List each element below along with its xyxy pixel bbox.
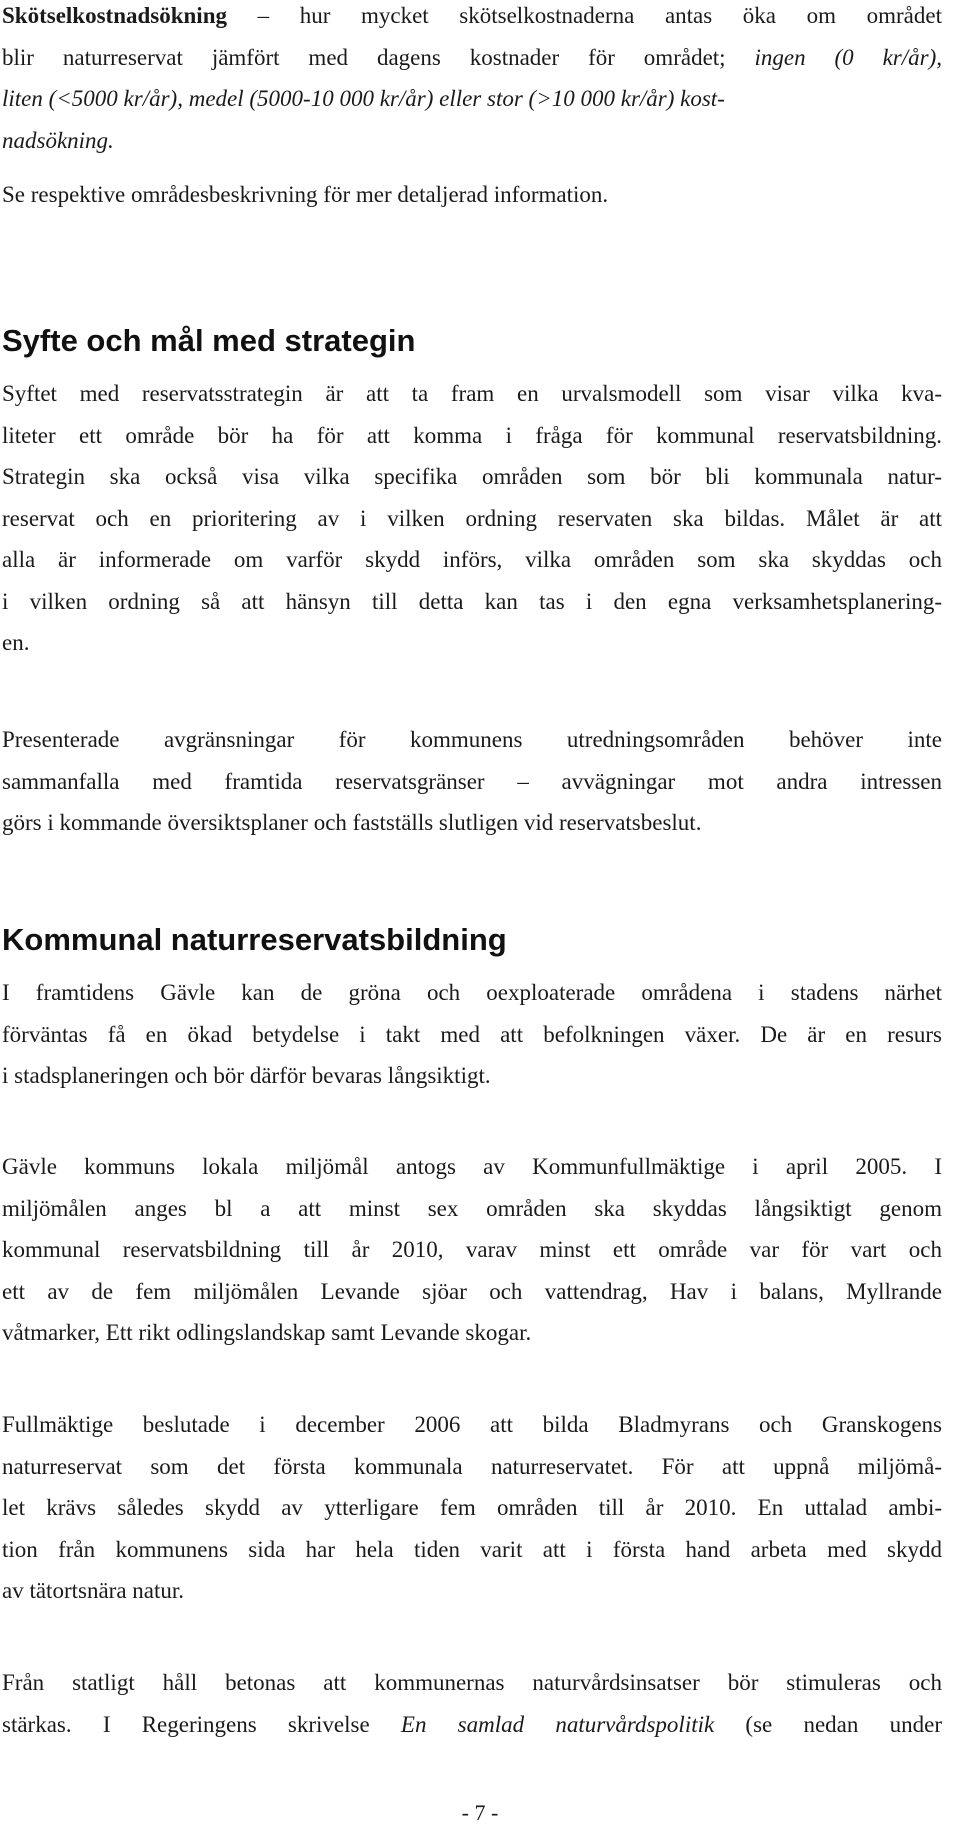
intro-paragraph <box>2 0 942 161</box>
text-line: liteter ett område bör ha för att komma i fråga för kommunal reservatsbildning. <box>2 422 942 448</box>
section2-paragraph-1 <box>2 972 942 1097</box>
text-line: i vilken ordning så att hänsyn till detta kan tas i den egna verksamhetsplanering- <box>2 588 942 614</box>
intro-line-2-text: blir naturreservat jämfört med dagens kostnader för området; <box>2 44 755 70</box>
text-line: förväntas få en ökad betydelse i takt med att befolkningen växer. De är en resurs <box>2 1021 942 1047</box>
text-line: av tätortsnära natur. <box>2 1578 185 1603</box>
section2-paragraph-2 <box>2 1146 942 1354</box>
section2-paragraph-3 <box>2 1404 942 1612</box>
section-heading-syfte: Syfte och mål med strategin <box>2 323 416 358</box>
text-line: Syftet med reservatsstrategin är att ta fram en urvalsmodell som visar vilka kva- <box>2 381 942 406</box>
intro-line-1-text: – hur mycket skötselkostnaderna antas öka om området <box>227 3 942 28</box>
text-line: en. <box>2 630 30 655</box>
intro-line-4: nadsökning. <box>2 127 114 153</box>
text-line: alla är informerade om varför skydd införs, vilka områden som ska skyddas och <box>2 547 942 572</box>
text-line: reservat och en prioritering av i vilken ordning reservaten ska bildas. Målet är att <box>2 505 942 531</box>
see-more-text: Se respektive områdesbeskrivning för mer detaljerad information. <box>2 182 609 207</box>
text-line <box>2 1704 942 1746</box>
text-line: tion från kommunens sida har hela tiden varit att i första hand arbeta med skydd <box>2 1536 942 1562</box>
see-more-paragraph <box>2 174 942 216</box>
text-line: Från statligt håll betonas att kommunernas naturvårdsinsatser bör stimuleras och <box>2 1670 942 1695</box>
text-line: let krävs således skydd av ytterligare fem områden till år 2010. En uttalad ambi- <box>2 1495 942 1520</box>
text-line: Strategin ska också visa vilka specifika områden som bör bli kommunala natur- <box>2 464 942 489</box>
intro-line-1 <box>2 0 942 37</box>
text-line: ett av de fem miljömålen Levande sjöar och vattendrag, Hav i balans, Myllrande <box>2 1278 942 1304</box>
page-number: - 7 - <box>461 1800 499 1825</box>
text-line: Fullmäktige beslutade i december 2006 att bilda Bladmyrans och Granskogens <box>2 1412 942 1437</box>
intro-line-2 <box>2 37 942 79</box>
text-line: Gävle kommuns lokala miljömål antogs av Kommunfullmäktige i april 2005. I <box>2 1154 942 1179</box>
text-line: kommunal reservatsbildning till år 2010, varav minst ett område var för vart och <box>2 1237 942 1262</box>
intro-line-3: liten (<5000 kr/år), medel (5000-10 000 kr/år) eller stor (>10 000 kr/år) kost- <box>2 86 725 111</box>
section1-paragraph-2 <box>2 719 942 844</box>
text-line: sammanfalla med framtida reservatsgränser – avvägningar mot andra intressen <box>2 768 942 794</box>
section-heading-kommunal: Kommunal naturreservatsbildning <box>2 922 507 957</box>
text-line: I framtidens Gävle kan de gröna och oexploaterade områdena i stadens närhet <box>2 980 942 1005</box>
publication-title: En samlad naturvårdspolitik <box>400 1711 715 1737</box>
section1-paragraph-1 <box>2 373 942 664</box>
text-line: våtmarker, Ett rikt odlingslandskap samt Levande skogar. <box>2 1320 532 1345</box>
intro-term: Skötselkostnadsökning <box>2 3 227 28</box>
text-line: i stadsplaneringen och bör därför bevaras långsiktigt. <box>2 1063 491 1088</box>
text-line: görs i kommande översiktsplaner och fastställs slutligen vid reservatsbeslut. <box>2 810 702 835</box>
text-fragment: (se nedan under <box>714 1711 942 1737</box>
text-line: naturreservat som det första kommunala naturreservatet. För att uppnå miljömå- <box>2 1453 942 1479</box>
text-line: miljömålen anges bl a att minst sex områden ska skyddas långsiktigt genom <box>2 1195 942 1221</box>
section2-paragraph-4 <box>2 1662 942 1745</box>
text-line: Presenterade avgränsningar för kommunens utredningsområden behöver inte <box>2 727 942 752</box>
intro-line-2-italic: ingen (0 kr/år), <box>754 44 942 70</box>
text-fragment: stärkas. I Regeringens skrivelse <box>2 1711 401 1737</box>
